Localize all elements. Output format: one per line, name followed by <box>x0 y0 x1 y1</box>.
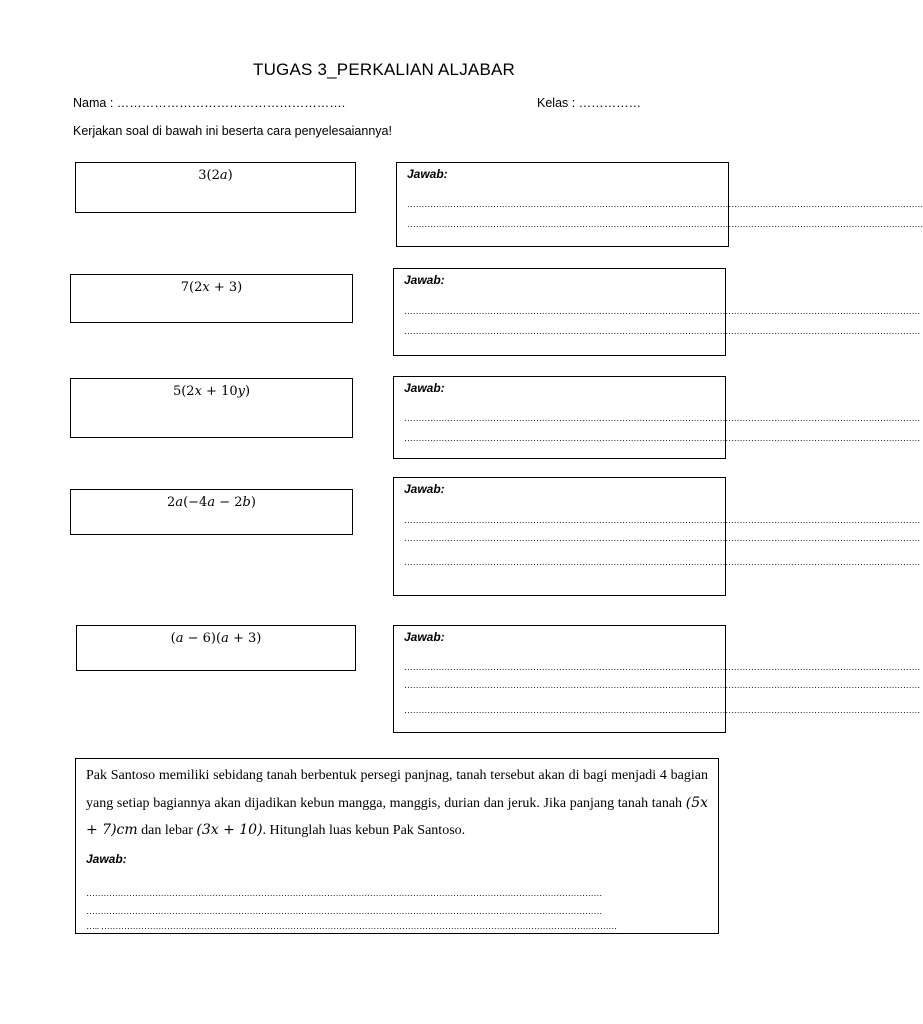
answer-line[interactable]: ……………………………………………………………………………………………………………………………………………………………… <box>404 413 921 423</box>
answer-box-1[interactable] <box>396 162 923 247</box>
answer-label: Jawab: <box>404 273 445 287</box>
answer-line[interactable]: ……………………………………………………………………………………………………………………………………………………………… <box>404 326 921 336</box>
page-title: TUGAS 3_PERKALIAN ALJABAR <box>253 60 515 79</box>
question-box-1 <box>75 162 356 213</box>
question-expression: 2a(−4a − 2b) <box>167 495 256 510</box>
story-text: Pak Santoso memiliki sebidang tanah berbentuk persegi panjnag, tanah tersebut akan di bagi menjadi 4 bagian yang setiap bagiannya akan dijadikan kebun mangga, manggis, durian dan jeruk. Jika panjang tanah tanah <box>86 768 708 811</box>
story-text: . Hitunglah luas kebun Pak Santoso. <box>262 823 466 838</box>
answer-line[interactable]: ……………………………………………………………………………………………………………………………………………………………… <box>404 433 921 443</box>
story-problem-text <box>86 763 708 845</box>
answer-line[interactable]: ……………………………………………………………………………………………………………………………………………………………… <box>404 662 921 672</box>
answer-box-5[interactable] <box>393 625 921 733</box>
answer-line[interactable]: ……………………………………………………………………………………………………………………………………………………………… <box>86 906 603 916</box>
answer-line-last[interactable] <box>86 921 702 931</box>
lebar-expression: (3x + 10) <box>196 822 263 838</box>
question-expression: 3(2a) <box>198 168 233 183</box>
kelas-field[interactable]: Kelas : …………… <box>537 96 642 110</box>
answer-line[interactable]: ……………………………………………………………………………………………………………………………………………………………… <box>404 533 921 543</box>
answer-label: Jawab: <box>407 167 448 181</box>
nama-field[interactable]: Nama : ………………………………………………. <box>73 96 346 110</box>
question-box-3 <box>70 378 353 438</box>
question-box-5 <box>76 625 356 671</box>
answer-line[interactable]: ……………………………………………………………………………………………………………………………………………………………… <box>404 680 921 690</box>
answer-box-3[interactable] <box>393 376 921 459</box>
story-problem-box <box>75 758 719 934</box>
question-expression: 7(2x + 3) <box>180 280 243 295</box>
answer-line[interactable]: ……………………………………………………………………………………………………………………………………………………………… <box>407 219 923 229</box>
instruction-text: Kerjakan soal di bawah ini beserta cara penyelesaiannya! <box>73 124 392 138</box>
answer-line[interactable]: ……………………………………………………………………………………………………………………………………………………………… <box>404 557 921 567</box>
last-line-prefix: ….. <box>86 921 101 931</box>
answer-label: Jawab: <box>404 482 445 496</box>
story-text: dan lebar <box>141 823 193 838</box>
question-box-2 <box>70 274 353 323</box>
answer-label: Jawab: <box>86 852 127 866</box>
answer-line[interactable]: ……………………………………………………………………………………………………………………………………………………………… <box>86 888 603 898</box>
answer-box-4[interactable] <box>393 477 921 596</box>
answer-line-dots: ……………………………………………………………………………………………………………………………………………………………… <box>100 921 617 931</box>
question-expression: 5(2x + 10y) <box>172 384 251 399</box>
answer-line[interactable]: ……………………………………………………………………………………………………………………………………………………………… <box>404 705 921 715</box>
answer-line[interactable]: ……………………………………………………………………………………………………………………………………………………………… <box>404 515 921 525</box>
answer-label: Jawab: <box>404 630 445 644</box>
answer-line[interactable]: ……………………………………………………………………………………………………………………………………………………………… <box>407 199 923 209</box>
answer-line[interactable]: ……………………………………………………………………………………………………………………………………………………………… <box>404 306 921 316</box>
question-box-4 <box>70 489 353 535</box>
question-expression: (a − 6)(a + 3) <box>170 631 262 646</box>
answer-label: Jawab: <box>404 381 445 395</box>
panjang-expression: (5x + 7)cm <box>86 794 708 838</box>
answer-box-2[interactable] <box>393 268 921 356</box>
